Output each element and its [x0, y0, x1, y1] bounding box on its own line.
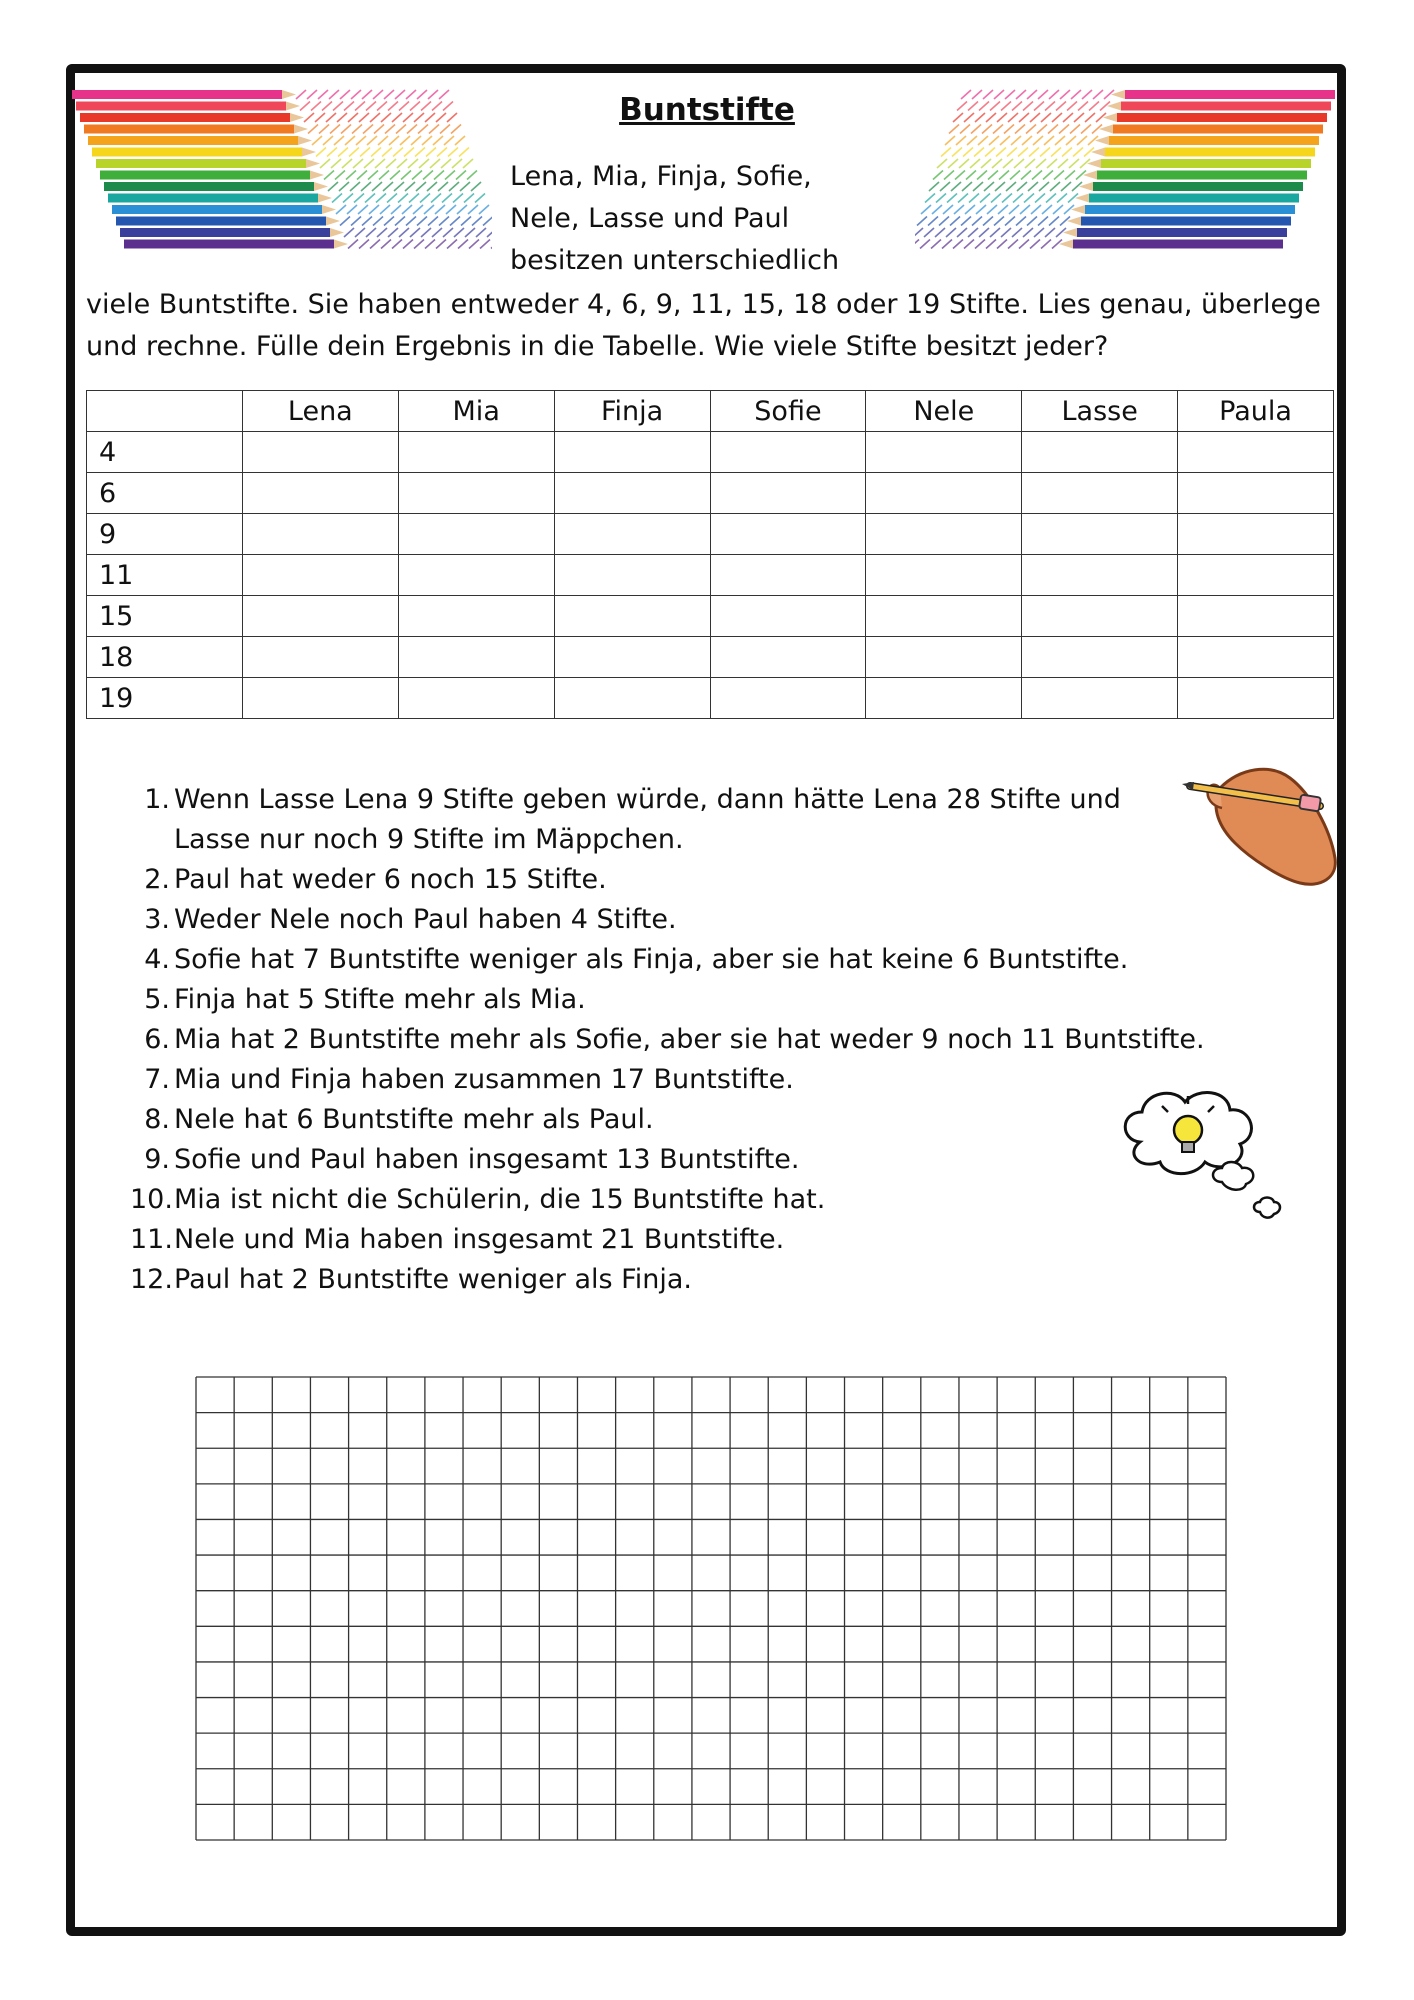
answer-cell[interactable] [554, 678, 710, 719]
pencil-body [124, 240, 334, 249]
clue-item [130, 780, 1210, 860]
table-row [87, 637, 1334, 678]
answer-cell[interactable] [866, 555, 1022, 596]
answer-cell[interactable] [1022, 432, 1178, 473]
clue-text: Paul hat 2 Buntstifte weniger als Finja. [174, 1264, 692, 1295]
pencil-body [1073, 240, 1283, 249]
answer-cell[interactable] [1178, 473, 1334, 514]
intro-line-2: Nele, Lasse und Paul [510, 203, 790, 234]
clue-item [130, 1180, 1210, 1220]
clue-text: Paul hat weder 6 noch 15 Stifte. [174, 864, 607, 895]
table-row [87, 432, 1334, 473]
table-header-row [87, 391, 1334, 432]
answer-cell[interactable] [1178, 432, 1334, 473]
column-header: Paula [1178, 391, 1334, 432]
answer-cell[interactable] [866, 432, 1022, 473]
answer-cell[interactable] [710, 514, 866, 555]
answer-cell[interactable] [1022, 555, 1178, 596]
pencil-tip [326, 217, 340, 226]
answer-cell[interactable] [554, 514, 710, 555]
pencil-body [120, 228, 330, 237]
pencil-tip [306, 159, 320, 168]
pencil-body [1097, 171, 1307, 180]
answer-cell[interactable] [710, 473, 866, 514]
clue-text: Sofie hat 7 Buntstifte weniger als Finja, aber sie hat keine 6 Buntstifte. [174, 944, 1129, 975]
clue-item [130, 860, 1210, 900]
answer-cell[interactable] [554, 637, 710, 678]
intro-line-5: und rechne. Fülle dein Ergebnis in die Tabelle. Wie viele Stifte besitzt jeder? [86, 331, 1109, 362]
row-header: 15 [87, 596, 243, 637]
pencil-scribble [929, 182, 1082, 191]
pencil-scribble [328, 182, 481, 191]
answer-cell[interactable] [398, 637, 554, 678]
intro-line-4: viele Buntstifte. Sie haben entweder 4, 6, 9, 11, 15, 18 oder 19 Stifte. Lies genau, überlege [86, 289, 1321, 320]
table-row [87, 473, 1334, 514]
pencil-scribble [312, 136, 465, 145]
column-header: Mia [398, 391, 554, 432]
answer-cell[interactable] [1022, 473, 1178, 514]
answer-cell[interactable] [1178, 596, 1334, 637]
clue-number: 6. [144, 1024, 170, 1055]
pencil-body [104, 182, 314, 191]
table-row [87, 555, 1334, 596]
answer-table [86, 390, 1334, 719]
pencil-tip [322, 205, 336, 214]
clue-number: 12. [130, 1264, 173, 1295]
pencil-body [92, 148, 302, 157]
pencil-scribble [921, 205, 1074, 214]
pencil-tip [298, 136, 312, 145]
clue-item [130, 1260, 1210, 1300]
clue-item [130, 1220, 1210, 1260]
clue-text: Weder Nele noch Paul haben 4 Stifte. [174, 904, 677, 935]
answer-cell[interactable] [710, 596, 866, 637]
answer-cell[interactable] [1022, 596, 1178, 637]
pencil-body [1109, 136, 1319, 145]
pencil-scribble [316, 148, 469, 157]
pencil-scribble [324, 171, 477, 180]
pencil-scribble [933, 171, 1086, 180]
pencil-body [112, 205, 322, 214]
answer-cell[interactable] [1178, 678, 1334, 719]
clue-number: 8. [144, 1104, 170, 1135]
clue-item [130, 1100, 1210, 1140]
clue-text: Sofie und Paul haben insgesamt 13 Buntstifte. [174, 1144, 800, 1175]
pencil-scribble [937, 159, 1090, 168]
row-header: 19 [87, 678, 243, 719]
answer-cell[interactable] [242, 514, 398, 555]
page-title: Buntstifte [619, 92, 795, 128]
answer-cell[interactable] [242, 473, 398, 514]
clue-text: Finja hat 5 Stifte mehr als Mia. [174, 984, 586, 1015]
answer-cell[interactable] [554, 432, 710, 473]
pencil-tip [334, 240, 348, 249]
pencil-body [88, 136, 298, 145]
answer-cell[interactable] [1178, 555, 1334, 596]
clue-number: 9. [144, 1144, 170, 1175]
clue-item [130, 940, 1210, 980]
pencil-tip [314, 182, 328, 191]
answer-cell[interactable] [398, 514, 554, 555]
answer-cell[interactable] [866, 678, 1022, 719]
clue-number: 2. [144, 864, 170, 895]
answer-cell[interactable] [554, 596, 710, 637]
answer-cell[interactable] [866, 596, 1022, 637]
clue-item [130, 1060, 1210, 1100]
answer-cell[interactable] [1178, 637, 1334, 678]
calculation-grid [195, 1376, 1227, 1841]
table-row [87, 514, 1334, 555]
clue-list [130, 780, 1210, 1300]
answer-cell[interactable] [1022, 637, 1178, 678]
answer-cell[interactable] [398, 432, 554, 473]
column-header: Finja [554, 391, 710, 432]
table-row [87, 596, 1334, 637]
pencil-scribble [336, 205, 489, 214]
answer-cell[interactable] [866, 473, 1022, 514]
answer-cell[interactable] [554, 555, 710, 596]
pencil-body [1093, 182, 1303, 191]
clue-number: 4. [144, 944, 170, 975]
answer-cell[interactable] [866, 637, 1022, 678]
intro-line-3: besitzen unterschiedlich [510, 245, 840, 276]
pencil-body [1105, 148, 1315, 157]
pencil-scribble [320, 159, 473, 168]
pencil-tip [318, 194, 332, 203]
answer-cell[interactable] [554, 473, 710, 514]
pencil-scribble [917, 217, 1070, 226]
clue-text: Mia und Finja haben zusammen 17 Buntstifte. [174, 1064, 794, 1095]
column-header: Lena [242, 391, 398, 432]
pencil-scribble [941, 148, 1094, 157]
clue-item [130, 900, 1210, 940]
pencil-scribble [925, 194, 1078, 203]
clue-number: 10. [130, 1184, 173, 1215]
pencil-body [1089, 194, 1299, 203]
row-header: 18 [87, 637, 243, 678]
clue-text: Nele hat 6 Buntstifte mehr als Paul. [174, 1104, 654, 1135]
pencil-scribble [340, 217, 492, 226]
clue-text-continued: Lasse nur noch 9 Stifte im Mäppchen. [174, 824, 684, 855]
clue-item [130, 980, 1210, 1020]
column-header: Sofie [710, 391, 866, 432]
answer-cell[interactable] [242, 596, 398, 637]
clue-item [130, 1140, 1210, 1180]
pencil-scribble [915, 228, 1066, 237]
answer-cell[interactable] [710, 432, 866, 473]
clue-number: 7. [144, 1064, 170, 1095]
answer-cell[interactable] [866, 514, 1022, 555]
answer-cell[interactable] [710, 678, 866, 719]
answer-cell[interactable] [398, 555, 554, 596]
pencil-body [100, 171, 310, 180]
pencil-body [108, 194, 318, 203]
table-row [87, 678, 1334, 719]
clue-text: Wenn Lasse Lena 9 Stifte geben würde, dann hätte Lena 28 Stifte und [174, 784, 1121, 815]
pencil-body [116, 217, 326, 226]
answer-cell[interactable] [1022, 678, 1178, 719]
table-corner-cell [87, 391, 243, 432]
pencil-tip [302, 148, 316, 157]
answer-cell[interactable] [242, 432, 398, 473]
clue-number: 5. [144, 984, 170, 1015]
pencil-tip [330, 228, 344, 237]
column-header: Nele [866, 391, 1022, 432]
answer-cell[interactable] [398, 596, 554, 637]
column-header: Lasse [1022, 391, 1178, 432]
pencil-body [1081, 217, 1291, 226]
clue-text: Mia hat 2 Buntstifte mehr als Sofie, aber sie hat weder 9 noch 11 Buntstifte. [174, 1024, 1205, 1055]
clue-number: 1. [144, 784, 170, 815]
row-header: 6 [87, 473, 243, 514]
answer-cell[interactable] [1022, 514, 1178, 555]
pencil-scribble [348, 240, 492, 249]
answer-cell[interactable] [1178, 514, 1334, 555]
clue-text: Nele und Mia haben insgesamt 21 Buntstifte. [174, 1224, 785, 1255]
answer-cell[interactable] [710, 555, 866, 596]
row-header: 9 [87, 514, 243, 555]
answer-cell[interactable] [242, 555, 398, 596]
row-header: 11 [87, 555, 243, 596]
intro-line-1: Lena, Mia, Finja, Sofie, [510, 161, 812, 192]
row-header: 4 [87, 432, 243, 473]
pencil-body [1085, 205, 1295, 214]
pencil-scribble [332, 194, 485, 203]
answer-cell[interactable] [398, 473, 554, 514]
pencil-body [1077, 228, 1287, 237]
pencil-body [96, 159, 306, 168]
answer-cell[interactable] [242, 637, 398, 678]
pencil-scribble [945, 136, 1098, 145]
pencil-scribble [344, 228, 492, 237]
pencil-scribble [915, 240, 1062, 249]
clue-number: 11. [130, 1224, 173, 1255]
answer-cell[interactable] [398, 678, 554, 719]
pencil-tip [310, 171, 324, 180]
answer-cell[interactable] [242, 678, 398, 719]
pencil-body [1101, 159, 1311, 168]
clue-item [130, 1020, 1210, 1060]
answer-cell[interactable] [710, 637, 866, 678]
clue-text: Mia ist nicht die Schülerin, die 15 Buntstifte hat. [174, 1184, 826, 1215]
clue-number: 3. [144, 904, 170, 935]
